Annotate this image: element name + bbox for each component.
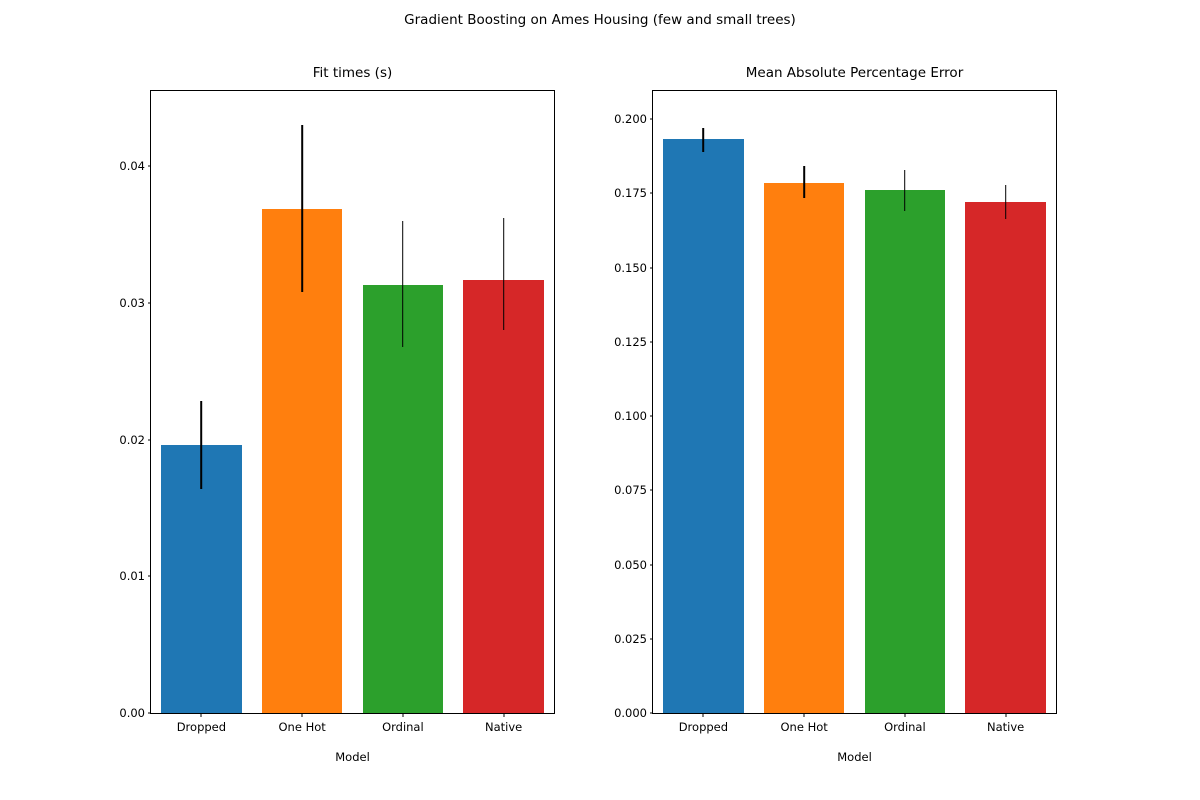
- xtick-mark: [503, 713, 504, 717]
- plot-area-mape: [653, 91, 1056, 713]
- ytick-mark: [650, 638, 654, 639]
- bar-ordinal: [865, 190, 946, 713]
- ytick-label: 0.00: [119, 706, 145, 720]
- ytick-label: 0.075: [614, 483, 647, 498]
- error-bar: [503, 218, 505, 330]
- xtick-mark: [201, 713, 202, 717]
- ytick-label: 0.025: [614, 631, 647, 646]
- ytick-mark: [650, 564, 654, 565]
- xtick-label: Dropped: [678, 720, 729, 734]
- ytick-label: 0.01: [119, 569, 145, 584]
- xtick-label: Native: [987, 720, 1025, 734]
- xtick-mark: [703, 713, 704, 717]
- ytick-label: 0.150: [614, 260, 647, 275]
- xaxis-label-fit-times: Model: [335, 750, 370, 764]
- xtick-label: Ordinal: [382, 720, 424, 734]
- error-bar: [402, 221, 404, 347]
- ytick-mark: [650, 193, 654, 194]
- bar-native: [463, 280, 544, 713]
- ytick-mark: [650, 416, 654, 417]
- ytick-label: 0.200: [614, 112, 647, 127]
- plot-area-fit-times: [151, 91, 554, 713]
- axes-title-fit-times: Fit times (s): [312, 65, 393, 81]
- ytick-mark: [650, 341, 654, 342]
- ytick-label: 0.000: [614, 706, 647, 720]
- ytick-mark: [148, 713, 152, 714]
- axes-fit-times: [119, 65, 555, 764]
- bar-native: [965, 202, 1046, 713]
- xtick-mark: [804, 713, 805, 717]
- xtick-label: Dropped: [176, 720, 227, 734]
- xaxis-label-mape: Model: [837, 750, 872, 764]
- error-bar: [803, 166, 805, 199]
- ytick-mark: [650, 119, 654, 120]
- ytick-label: 0.02: [119, 432, 145, 447]
- ytick-label: 0.175: [614, 186, 647, 201]
- figure-suptitle: Gradient Boosting on Ames Housing (few and small trees): [404, 12, 796, 28]
- ytick-mark: [148, 439, 152, 440]
- ytick-mark: [148, 576, 152, 577]
- ytick-mark: [650, 267, 654, 268]
- xtick-label: Native: [485, 720, 523, 734]
- ytick-label: 0.125: [614, 334, 647, 349]
- xtick-mark: [402, 713, 403, 717]
- xtick-label: One Hot: [780, 720, 828, 734]
- error-bar: [904, 170, 906, 211]
- error-bar: [301, 125, 303, 292]
- xtick-mark: [1005, 713, 1006, 717]
- axes-mape: [614, 65, 1057, 764]
- xtick-mark: [302, 713, 303, 717]
- ytick-mark: [148, 166, 152, 167]
- error-bar: [1005, 185, 1007, 219]
- ytick-label: 0.050: [614, 557, 647, 572]
- ytick-mark: [148, 302, 152, 303]
- xtick-mark: [904, 713, 905, 717]
- xtick-label: Ordinal: [884, 720, 926, 734]
- xtick-label: One Hot: [278, 720, 326, 734]
- error-bar: [201, 401, 203, 488]
- bar-dropped: [663, 139, 744, 713]
- ytick-mark: [650, 490, 654, 491]
- bar-ordinal: [363, 285, 444, 713]
- error-bar: [703, 128, 705, 152]
- ytick-mark: [650, 713, 654, 714]
- ytick-label: 0.100: [614, 409, 647, 424]
- ytick-label: 0.03: [119, 295, 145, 310]
- ytick-label: 0.04: [119, 159, 145, 174]
- axes-title-mape: Mean Absolute Percentage Error: [745, 65, 964, 81]
- bar-one-hot: [764, 183, 845, 713]
